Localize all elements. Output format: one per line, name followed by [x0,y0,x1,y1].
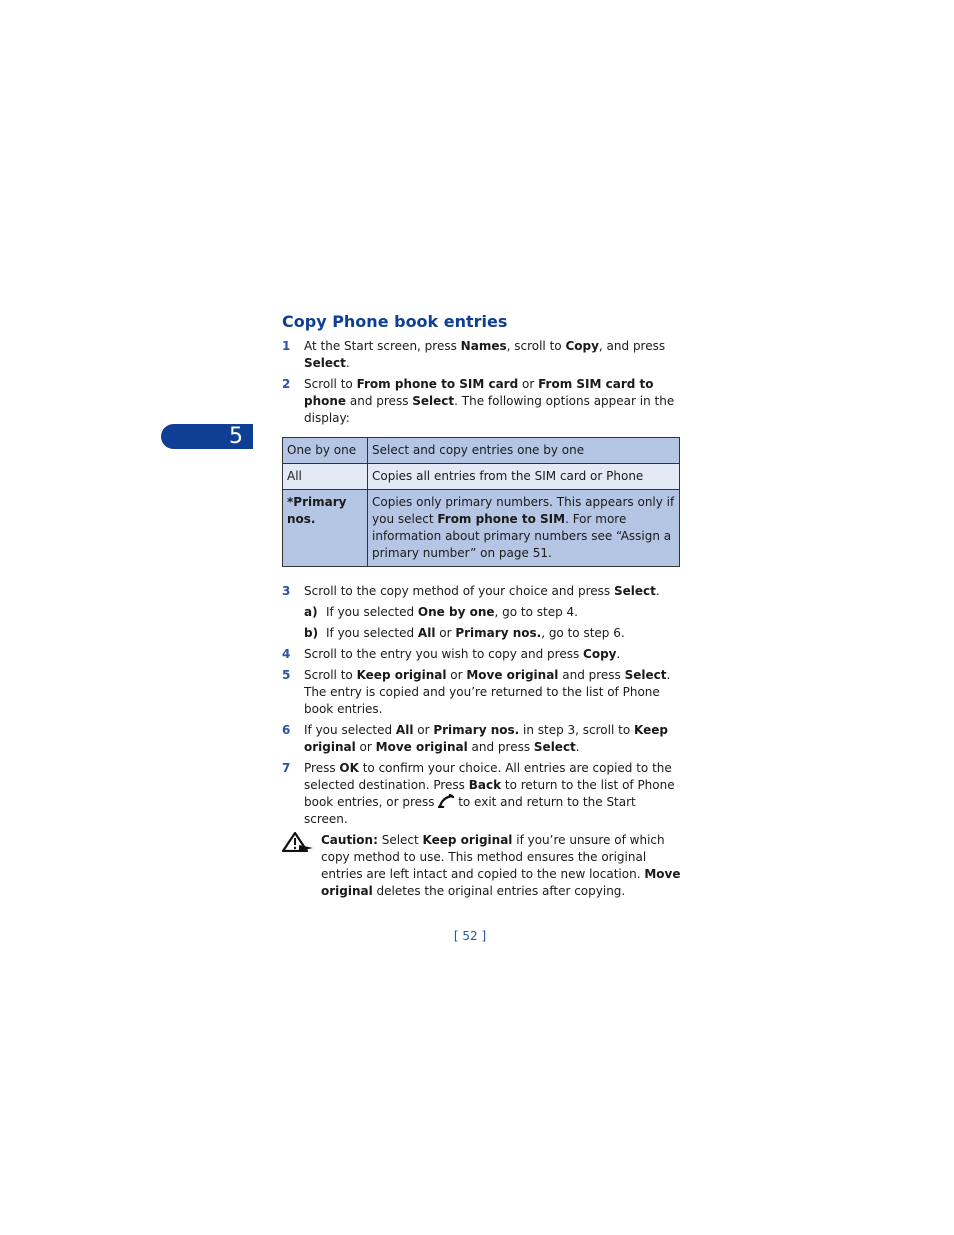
text-run: , and press [598,339,666,353]
table-row [283,438,680,464]
text-run: Scroll to [304,377,357,391]
text-run: Select [377,833,423,847]
text-run: . [655,584,660,598]
step-text [304,583,682,600]
step-text [304,722,682,756]
substep [304,604,682,621]
bold-term: Select [624,668,667,682]
bold-term: One by one [417,605,495,619]
text-run: and press [467,740,534,754]
option-name: All [283,464,368,490]
step [282,760,682,828]
step-number: 4 [282,647,291,661]
bold-term: All [395,723,414,737]
step-text [326,625,625,642]
substep [304,625,682,642]
step-text [304,646,682,663]
text-run: deletes the original entries after copying. [372,884,626,898]
caution-text [321,832,682,900]
text-run: If you selected [326,605,418,619]
step-number: 3 [282,584,291,598]
step-number: 1 [282,339,291,353]
text-run: . For more information about primary numbers see “Assign a primary number” on page 51. [372,512,672,560]
step [282,646,682,663]
bold-term: Select [412,394,455,408]
text-run: or [413,723,434,737]
text-run: . [345,356,350,370]
option-description [368,490,680,567]
step [282,722,682,756]
substeps-list [282,604,682,642]
text-run: . [616,647,621,661]
bold-term: From SIM card to phone [304,377,654,408]
steps-list-after [282,646,682,828]
option-description [368,438,680,464]
text-run: If you selected [304,723,396,737]
options-table [282,437,680,567]
option-description [368,464,680,490]
text-run: Scroll to [304,668,357,682]
bold-term: Caution: [321,833,378,847]
step-number: a) [304,605,318,619]
bold-term: From phone to SIM [437,512,566,526]
bold-term: Move original [466,668,559,682]
step-text [304,667,682,718]
bold-term: Back [468,778,502,792]
chapter-number: 5 [229,424,243,449]
text-run: Copies only primary numbers. This appears only if you select [372,495,675,526]
table-row [283,490,680,567]
text-run: to confirm your choice. All entries are copied to the selected destination. Press [304,761,672,792]
bold-term: From phone to SIM card [356,377,519,391]
page-number: [ 52 ] [453,929,487,943]
step-number: 2 [282,377,291,391]
text-run: or [435,626,456,640]
text-run: and press [558,668,625,682]
bold-term: Move original [375,740,468,754]
bold-term: Keep original [422,833,513,847]
step-text [304,376,682,427]
text-run: . The entry is copied and you’re returned to the list of Phone book entries. [304,668,671,716]
step-number: 5 [282,668,291,682]
text-run: , go to step 4. [494,605,578,619]
step-text [326,604,578,621]
step-number: 6 [282,723,291,737]
chapter-tab [161,424,253,449]
text-run: and press [346,394,413,408]
bold-term: All [417,626,436,640]
text-run: . The following options appear in the display: [304,394,675,425]
text-run: to exit and return to the Start screen. [304,795,636,826]
bold-term: Primary nos. [433,723,520,737]
bold-term: Primary nos. [455,626,542,640]
option-name: One by one [283,438,368,464]
step-3 [282,583,682,600]
text-run: Copies all entries from the SIM card or Phone [372,469,644,483]
steps-list-before [282,338,682,427]
text-run: or [446,668,467,682]
text-run: Scroll to the copy method of your choice and press [304,584,614,598]
step-number: 7 [282,761,291,775]
step [282,376,682,427]
bold-term: Select [533,740,576,754]
table-row [283,464,680,490]
bold-term: Keep original [356,668,447,682]
step [282,667,682,718]
section-title: Copy Phone book entries [282,312,508,331]
text-run: , go to step 6. [541,626,625,640]
text-run: . [575,740,580,754]
text-run: Press [304,761,340,775]
step-number: b) [304,626,319,640]
text-run: or [518,377,539,391]
step [282,338,682,372]
text-run: if you’re unsure of which copy method to use. This method ensures the original entries are left intact and copied to the new location. [321,833,665,881]
bold-term: Select [613,584,656,598]
bold-term: Copy [583,647,617,661]
bold-term: Copy [565,339,599,353]
bold-term: Move original [321,867,681,898]
step-text [304,760,682,828]
step-text [304,338,682,372]
text-run: or [355,740,376,754]
bold-term: OK [339,761,359,775]
bold-term: Names [460,339,507,353]
text-run: If you selected [326,626,418,640]
end-key-icon [438,794,454,808]
text-run: Scroll to the entry you wish to copy and press [304,647,584,661]
text-run: At the Start screen, press [304,339,461,353]
text-run: in step 3, scroll to [519,723,634,737]
page-content [282,311,682,900]
text-run: to return to the list of Phone book entries, or press [304,778,675,809]
caution-note [282,832,682,900]
text-run: , scroll to [506,339,566,353]
text-run: Select and copy entries one by one [372,443,585,457]
option-name: *Primary nos. [283,490,368,567]
bold-term: Keep original [304,723,668,754]
bold-term: Select [304,356,346,370]
warning-icon [282,832,321,900]
